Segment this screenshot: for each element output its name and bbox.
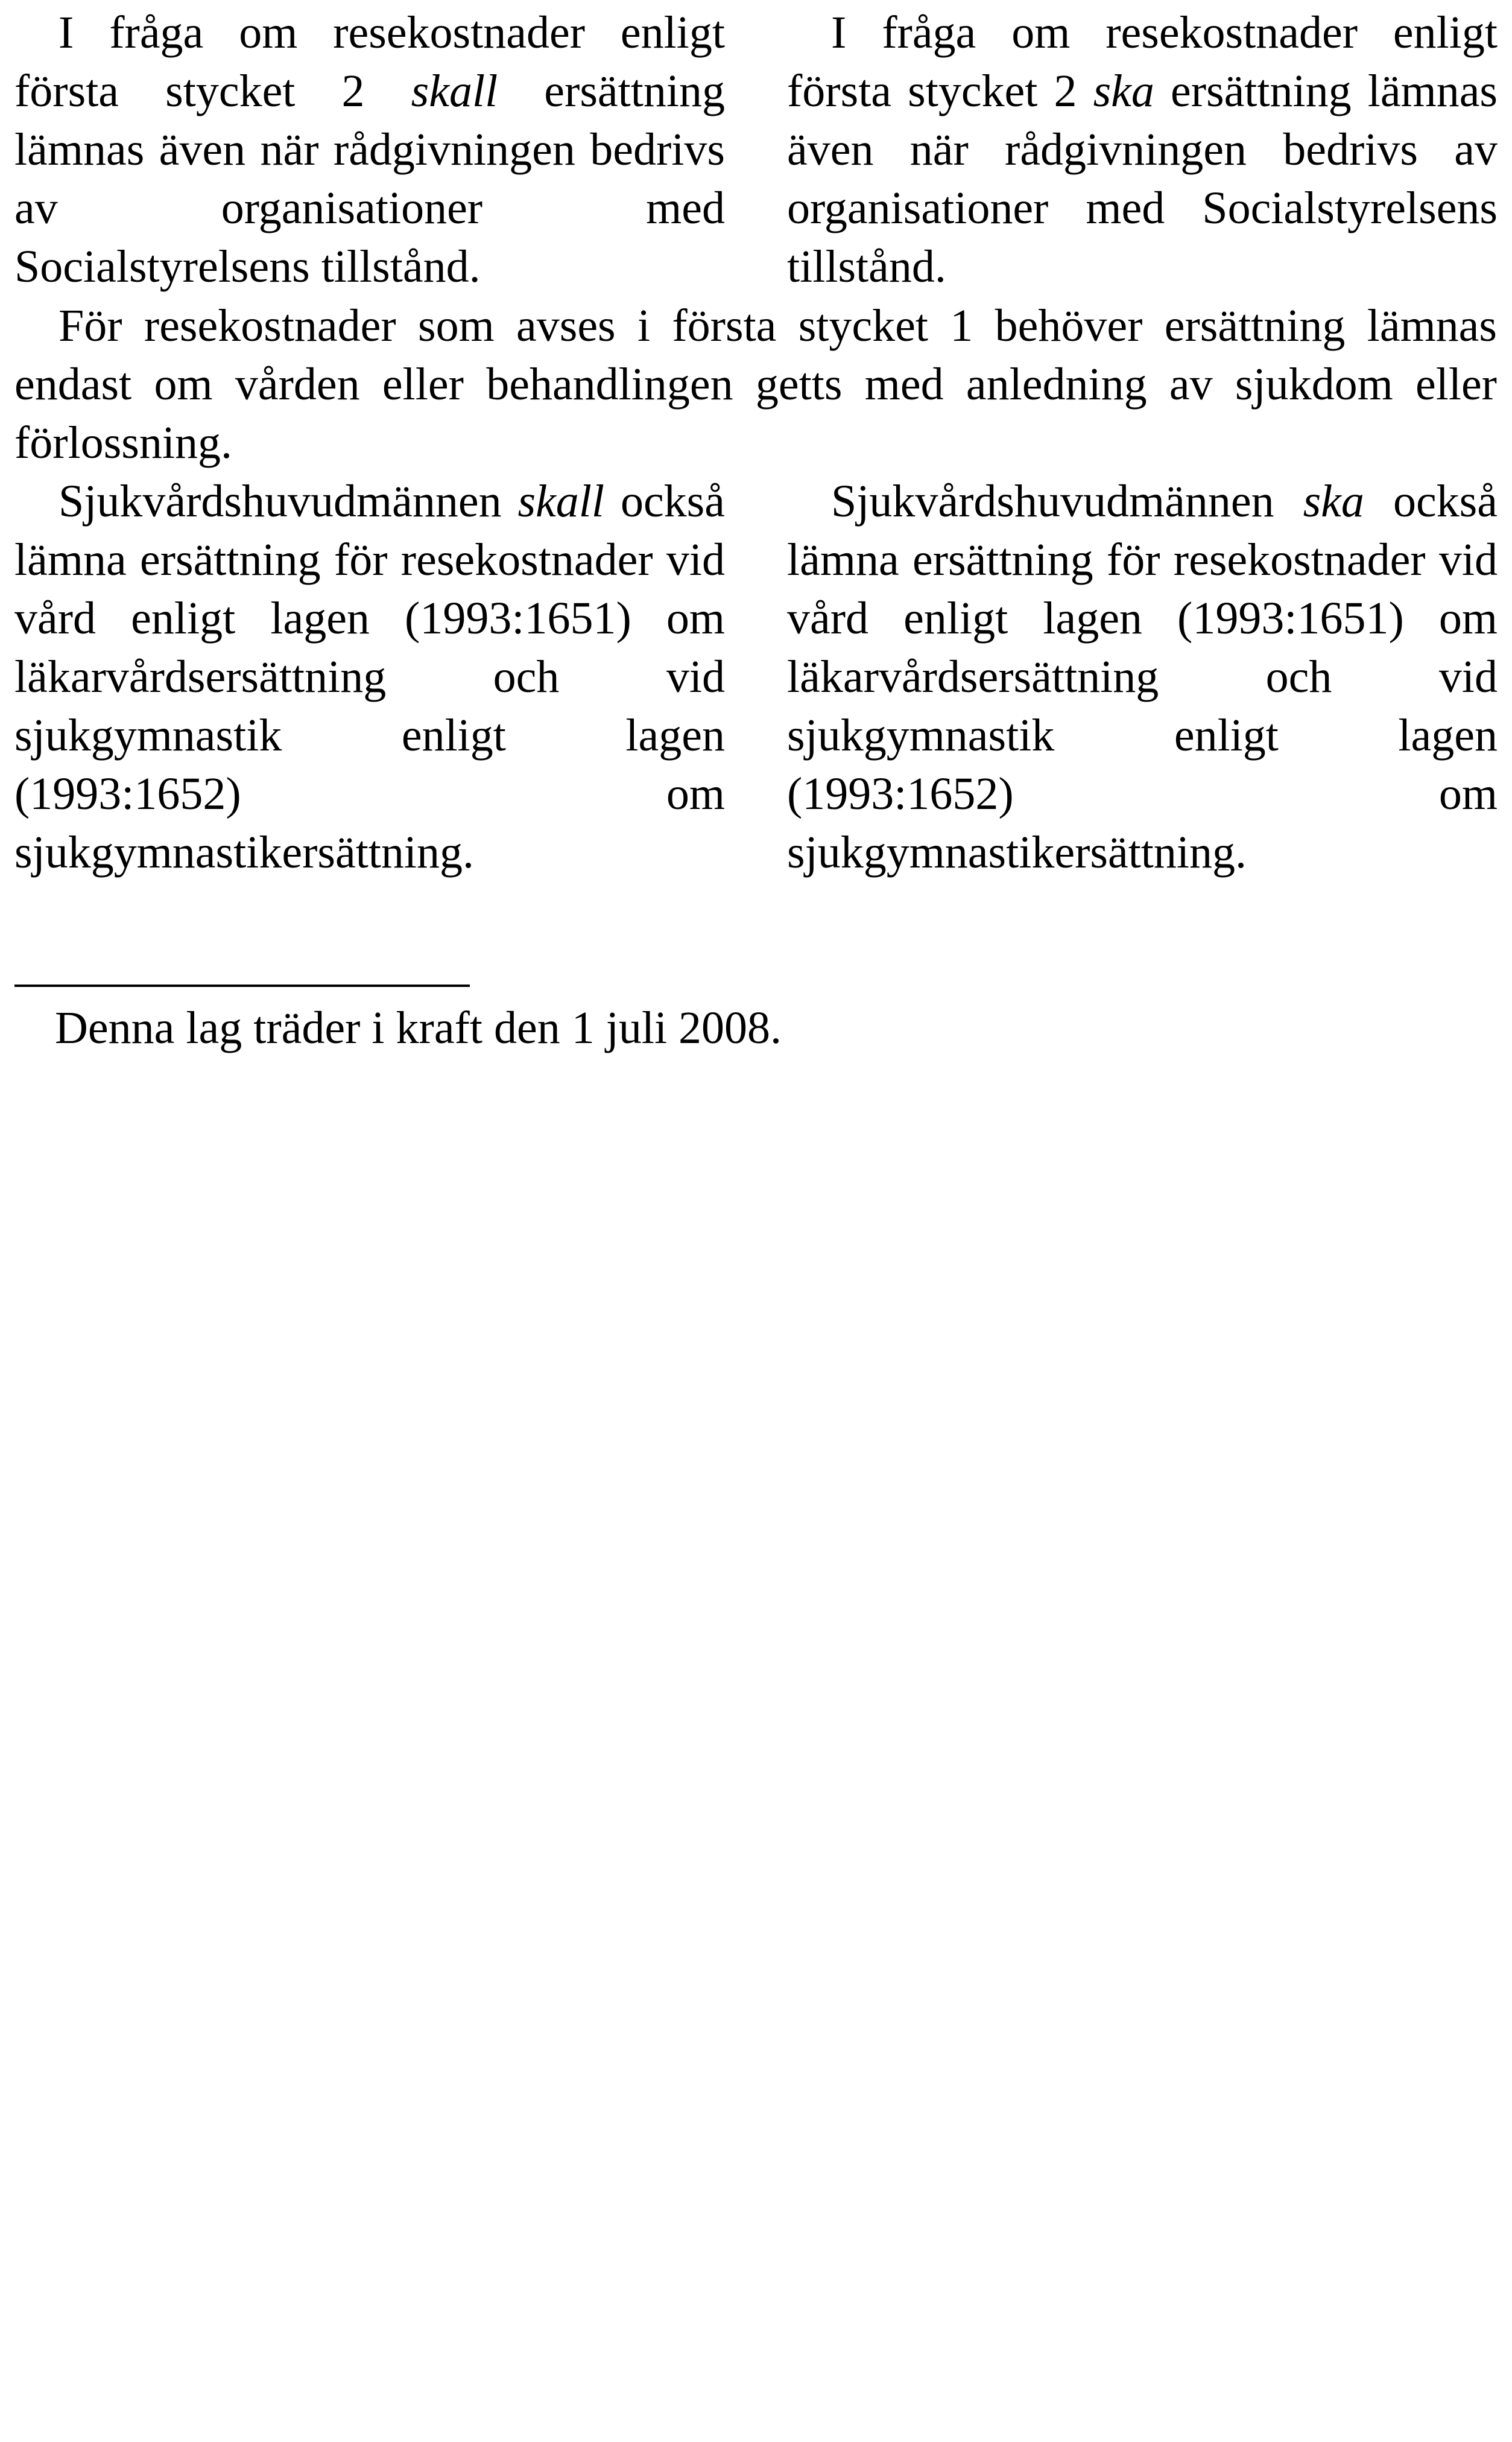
emphasized-word: skall — [517, 476, 605, 527]
paragraph-text: I fråga om resekostnader enligt första stycket 2 skall ersättning lämnas även när rådgivningen bedrivs av organisationer med Socialstyrelsens tillstånd. — [14, 7, 725, 292]
current-wording-paragraph-health-authorities — [14, 472, 725, 882]
paragraph-text: Sjukvårdshuvudmännen skall också lämna ersättning för resekostnader vid vård enligt lagen (1993:1651) om läkarvårdsersättning och vid sjukgymnastik enligt lagen (1993:1652) om sjukgymnastikersättning. — [14, 476, 725, 878]
paragraph-text: Sjukvårdshuvudmännen ska också lämna ersättning för resekostnader vid vård enligt lagen (1993:1651) om läkarvårdsersättning och vid sjukgymnastik enligt lagen (1993:1652) om sjukgymnastikersättning. — [787, 476, 1498, 878]
shared-paragraph: För resekostnader som avses i första stycket 1 behöver ersättning lämnas endast om vården eller behandlingen getts med anledning av sjukdom eller förlossning. — [14, 300, 1497, 468]
emphasized-word: ska — [1093, 66, 1154, 116]
proposed-wording-paragraph-travel-costs — [787, 4, 1498, 296]
footnote-divider — [14, 985, 470, 987]
proposed-wording-paragraph-health-authorities — [787, 472, 1498, 882]
current-wording-paragraph-travel-costs — [14, 4, 725, 296]
emphasized-word: ska — [1303, 476, 1364, 527]
emphasized-word: skall — [411, 66, 498, 116]
footnote-text: Denna lag träder i kraft den 1 juli 2008. — [55, 1003, 782, 1053]
paragraph-text: I fråga om resekostnader enligt första stycket 2 ska ersättning lämnas även när rådgivningen bedrivs av organisationer med Socialstyrelsens tillstånd. — [787, 7, 1498, 292]
